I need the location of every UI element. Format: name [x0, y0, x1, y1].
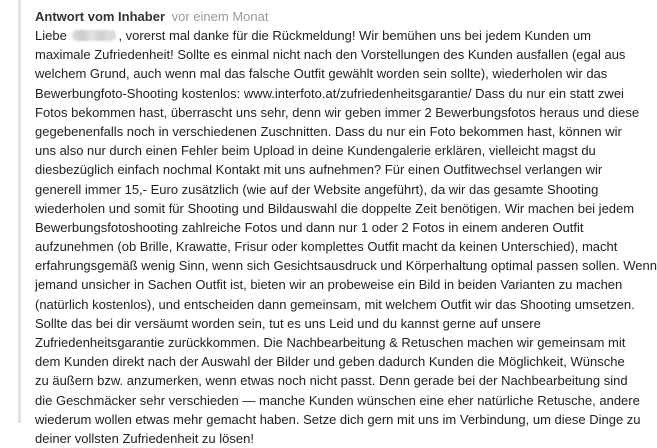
reply-line: diesbezüglich einfach nochmal Kontakt mit uns aufnehmen? Für einen Outfitwechsel verlangen wir: [35, 162, 603, 178]
reply-line: (natürlich kostenlos), und entscheiden dann gemeinsam, mit welchem Outfit wir das Shooting umsetzen.: [35, 296, 635, 312]
reply-line: Sollte das bei dir versäumt worden sein, tut es uns Leid und du kannst gerne auf unsere: [35, 315, 541, 331]
reply-line: die Geschmäcker sehr verschieden — manche Kunden wünschen eine eher natürliche Retusche, andere: [35, 392, 640, 408]
reply-line-text: , vorerst mal danke für die Rückmeldung! Wir bemühen uns bei jedem Kunden um: [118, 28, 592, 43]
reply-line: aufzunehmen (ob Brille, Krawatte, Frisur oder komplettes Outfit macht da keinen Unterschied), macht: [35, 239, 618, 255]
reply-line: Bewerbungfoto-Shooting kostenlos: www.interfoto.at/zufriedenheitsgarantie/ Dass du nur ein statt zwei: [35, 85, 624, 101]
reply-body-text: [35, 26, 657, 448]
reply-line: gegebenenfalls noch in verschiedenen Zuschnitten. Dass du nur ein Foto bekommen hast, können wir: [35, 123, 622, 139]
owner-reply-content: [35, 8, 657, 448]
reply-line: dem Kunden direkt nach der Auswahl der Bilder und geben dadurch Kunden die Möglichkeit, Wünsche: [35, 354, 625, 370]
reply-line: erfahrungsgemäß wenig Sinn, wenn sich Gesichtsausdruck und Körperhaltung optimal passen sollen. Wenn: [35, 258, 657, 274]
reply-line: welchem Grund, auch wenn mal das falsche Outfit gewählt worden sein sollte), wiederholen wir das: [35, 66, 608, 82]
reply-line: maximale Zufriedenheit! Sollte es einmal nicht nach den Vorstellungen des Kunden ausfallen (egal aus: [35, 47, 626, 63]
reply-line: zu äußern bzw. anzumerken, wenn etwas noch nicht passt. Denn gerade bei der Nachbearbeitung sind: [35, 373, 628, 389]
reply-header: [35, 8, 635, 25]
reply-line: Bewerbungsfotoshooting zahlreiche Fotos und dann nur 1 oder 2 Fotos in einem anderen Outfit: [35, 219, 584, 235]
reply-line: Fotos bekommen hast, überrascht uns sehr, denn wir geben immer 2 Bewerbungsfotos heraus und diese: [35, 104, 640, 120]
reply-timestamp: vor einem Monat: [171, 9, 269, 24]
reply-greeting: Liebe: [35, 28, 67, 43]
redacted-customer-name: [72, 30, 116, 41]
reply-line: wiederum wollen etwas mehr gemacht haben. Setze dich gern mit uns im Verbindung, um diese Dinge zu: [35, 411, 641, 427]
reply-line: deiner vollsten Zufriedenheit zu lösen!: [35, 430, 254, 446]
reply-line: [35, 26, 635, 45]
reply-line: jemand unsicher in Sachen Outfit ist, bieten wir an probeweise ein Bild in beiden Varianten zu machen: [35, 277, 623, 293]
reply-line: Zufriedenheitsgarantie zurückkommen. Die Nachbearbeitung & Retuschen machen wir gemeinsam mit: [35, 335, 626, 350]
reply-author-label: Antwort vom Inhaber: [35, 9, 166, 24]
reply-line: wiederholen und somit für Shooting und Bildauswahl die doppelte Zeit benötigen. Wir machen bei jedem: [35, 200, 635, 216]
reply-line: uns also nur durch einen Fehler beim Upload in deine Kundengalerie erklären, vielleicht magst du: [35, 143, 596, 159]
reply-line: generell immer 15,- Euro zusätzlich (wie auf der Website angeführt), da wir das gesamte Shooting: [35, 181, 599, 197]
reply-indent-rule: [18, 0, 21, 423]
